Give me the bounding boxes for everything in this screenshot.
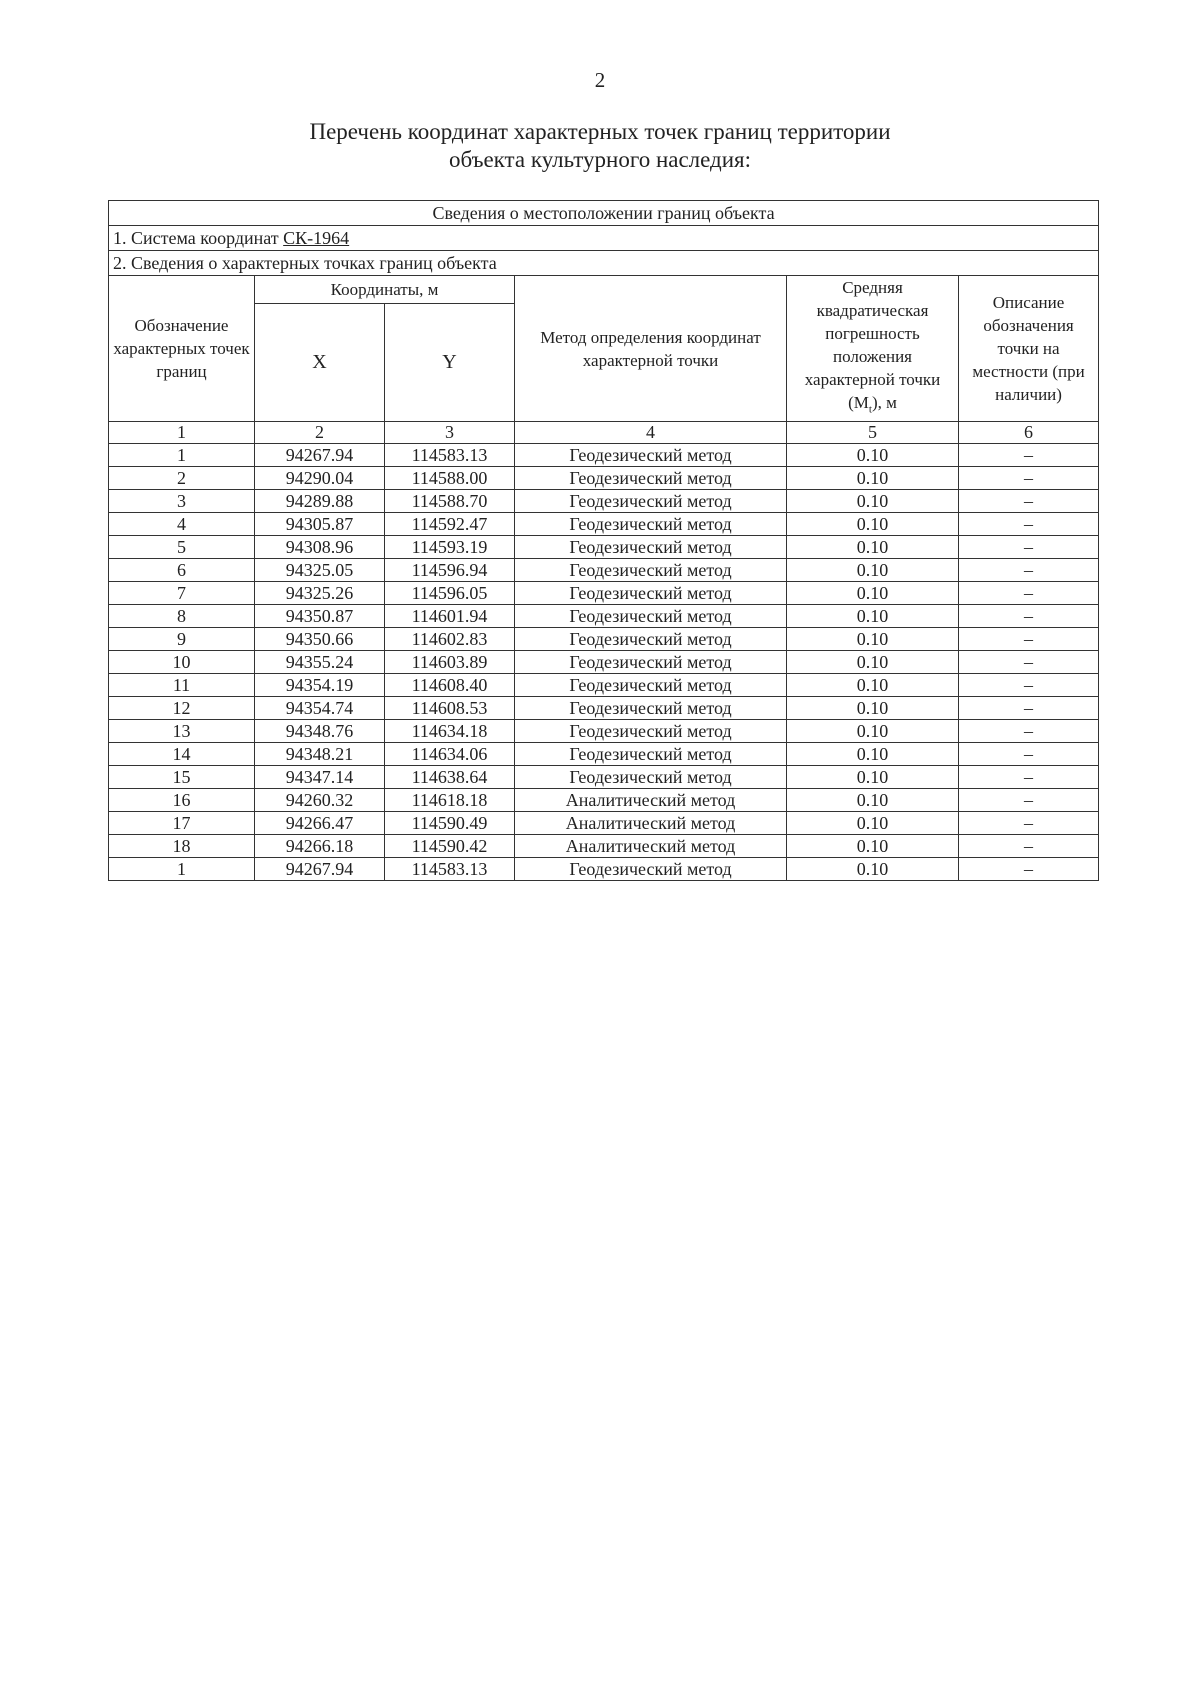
y-cell: 114618.18 [385, 789, 515, 812]
col-header-point: Обозначение характерных точек границ [109, 276, 255, 422]
column-header-row-1 [109, 276, 1099, 304]
column-number: 1 [109, 422, 255, 444]
method-cell: Аналитический метод [515, 812, 787, 835]
title-line-2: объекта культурного наследия: [448, 147, 752, 172]
section-header-row [109, 201, 1099, 226]
error-header-main: Средняя квадратическая погрешность положения характерной точки (M [804, 278, 941, 412]
table-row [109, 651, 1099, 674]
method-cell: Геодезический метод [515, 513, 787, 536]
error-cell: 0.10 [787, 651, 959, 674]
error-cell: 0.10 [787, 697, 959, 720]
description-cell: – [959, 559, 1099, 582]
method-cell: Геодезический метод [515, 582, 787, 605]
point-cell: 11 [109, 674, 255, 697]
points-header: 2. Сведения о характерных точках границ объекта [109, 251, 1099, 276]
coordinates-table [108, 200, 1099, 881]
y-cell: 114583.13 [385, 858, 515, 881]
error-cell: 0.10 [787, 467, 959, 490]
table-row [109, 858, 1099, 881]
x-cell: 94350.87 [255, 605, 385, 628]
point-cell: 4 [109, 513, 255, 536]
description-cell: – [959, 674, 1099, 697]
col-header-error [787, 276, 959, 422]
error-cell: 0.10 [787, 812, 959, 835]
point-cell: 12 [109, 697, 255, 720]
x-cell: 94325.26 [255, 582, 385, 605]
description-cell: – [959, 835, 1099, 858]
y-cell: 114638.64 [385, 766, 515, 789]
description-cell: – [959, 858, 1099, 881]
y-cell: 114590.42 [385, 835, 515, 858]
coord-system-row [109, 226, 1099, 251]
table-row [109, 490, 1099, 513]
coordinates-table-wrapper [108, 200, 1098, 881]
x-cell: 94267.94 [255, 858, 385, 881]
page-number: 2 [594, 68, 606, 92]
x-cell: 94350.66 [255, 628, 385, 651]
error-cell: 0.10 [787, 628, 959, 651]
error-cell: 0.10 [787, 490, 959, 513]
description-cell: – [959, 697, 1099, 720]
table-row [109, 559, 1099, 582]
point-cell: 18 [109, 835, 255, 858]
error-cell: 0.10 [787, 789, 959, 812]
table-row [109, 720, 1099, 743]
error-cell: 0.10 [787, 536, 959, 559]
point-cell: 9 [109, 628, 255, 651]
table-row [109, 444, 1099, 467]
x-cell: 94289.88 [255, 490, 385, 513]
col-header-y: Y [385, 303, 515, 422]
method-cell: Геодезический метод [515, 651, 787, 674]
method-cell: Геодезический метод [515, 697, 787, 720]
error-cell: 0.10 [787, 835, 959, 858]
error-cell: 0.10 [787, 743, 959, 766]
description-cell: – [959, 766, 1099, 789]
point-cell: 8 [109, 605, 255, 628]
error-cell: 0.10 [787, 513, 959, 536]
point-cell: 10 [109, 651, 255, 674]
method-cell: Геодезический метод [515, 628, 787, 651]
point-cell: 3 [109, 490, 255, 513]
x-cell: 94325.05 [255, 559, 385, 582]
y-cell: 114588.70 [385, 490, 515, 513]
description-cell: – [959, 651, 1099, 674]
table-row [109, 766, 1099, 789]
method-cell: Геодезический метод [515, 490, 787, 513]
title-line-1: Перечень координат характерных точек границ территории [309, 119, 891, 144]
method-cell: Геодезический метод [515, 605, 787, 628]
col-header-x: X [255, 303, 385, 422]
description-cell: – [959, 628, 1099, 651]
x-cell: 94354.19 [255, 674, 385, 697]
x-cell: 94354.74 [255, 697, 385, 720]
table-row [109, 789, 1099, 812]
point-cell: 1 [109, 858, 255, 881]
method-cell: Геодезический метод [515, 559, 787, 582]
method-cell: Геодезический метод [515, 720, 787, 743]
table-row [109, 582, 1099, 605]
x-cell: 94348.21 [255, 743, 385, 766]
method-cell: Аналитический метод [515, 835, 787, 858]
error-cell: 0.10 [787, 559, 959, 582]
table-row [109, 835, 1099, 858]
method-cell: Геодезический метод [515, 467, 787, 490]
description-cell: – [959, 513, 1099, 536]
point-cell: 17 [109, 812, 255, 835]
column-number: 2 [255, 422, 385, 444]
y-cell: 114596.94 [385, 559, 515, 582]
x-cell: 94305.87 [255, 513, 385, 536]
column-number: 3 [385, 422, 515, 444]
table-row [109, 513, 1099, 536]
method-cell: Геодезический метод [515, 743, 787, 766]
coord-system-prefix: 1. Система координат [113, 228, 284, 248]
y-cell: 114603.89 [385, 651, 515, 674]
x-cell: 94347.14 [255, 766, 385, 789]
y-cell: 114583.13 [385, 444, 515, 467]
description-cell: – [959, 444, 1099, 467]
y-cell: 114588.00 [385, 467, 515, 490]
x-cell: 94348.76 [255, 720, 385, 743]
error-cell: 0.10 [787, 858, 959, 881]
error-header-tail: ), м [871, 393, 897, 412]
description-cell: – [959, 536, 1099, 559]
table-row [109, 697, 1099, 720]
column-numbers-row [109, 422, 1099, 444]
description-cell: – [959, 467, 1099, 490]
description-cell: – [959, 605, 1099, 628]
point-cell: 15 [109, 766, 255, 789]
y-cell: 114602.83 [385, 628, 515, 651]
table-row [109, 605, 1099, 628]
document-title [0, 118, 1200, 174]
description-cell: – [959, 490, 1099, 513]
y-cell: 114634.06 [385, 743, 515, 766]
y-cell: 114590.49 [385, 812, 515, 835]
column-number: 4 [515, 422, 787, 444]
method-cell: Геодезический метод [515, 536, 787, 559]
x-cell: 94260.32 [255, 789, 385, 812]
y-cell: 114596.05 [385, 582, 515, 605]
description-cell: – [959, 812, 1099, 835]
table-row [109, 628, 1099, 651]
method-cell: Геодезический метод [515, 674, 787, 697]
y-cell: 114592.47 [385, 513, 515, 536]
description-cell: – [959, 582, 1099, 605]
x-cell: 94355.24 [255, 651, 385, 674]
method-cell: Геодезический метод [515, 444, 787, 467]
coord-system-cell [109, 226, 1099, 251]
y-cell: 114608.40 [385, 674, 515, 697]
column-number: 5 [787, 422, 959, 444]
error-header-sub: t [868, 403, 872, 416]
y-cell: 114601.94 [385, 605, 515, 628]
col-header-method: Метод определения координат характерной точки [515, 276, 787, 422]
point-cell: 5 [109, 536, 255, 559]
x-cell: 94266.18 [255, 835, 385, 858]
error-cell: 0.10 [787, 766, 959, 789]
x-cell: 94267.94 [255, 444, 385, 467]
method-cell: Аналитический метод [515, 789, 787, 812]
table-row [109, 536, 1099, 559]
method-cell: Геодезический метод [515, 858, 787, 881]
col-header-coords: Координаты, м [255, 276, 515, 304]
table-row [109, 674, 1099, 697]
point-cell: 16 [109, 789, 255, 812]
table-row [109, 467, 1099, 490]
description-cell: – [959, 743, 1099, 766]
point-cell: 6 [109, 559, 255, 582]
y-cell: 114608.53 [385, 697, 515, 720]
y-cell: 114593.19 [385, 536, 515, 559]
point-cell: 13 [109, 720, 255, 743]
point-cell: 2 [109, 467, 255, 490]
point-cell: 14 [109, 743, 255, 766]
section-header: Сведения о местоположении границ объекта [109, 201, 1099, 226]
error-cell: 0.10 [787, 720, 959, 743]
column-number: 6 [959, 422, 1099, 444]
error-cell: 0.10 [787, 444, 959, 467]
x-cell: 94266.47 [255, 812, 385, 835]
point-cell: 7 [109, 582, 255, 605]
error-cell: 0.10 [787, 674, 959, 697]
x-cell: 94308.96 [255, 536, 385, 559]
table-row [109, 743, 1099, 766]
error-cell: 0.10 [787, 582, 959, 605]
col-header-description: Описание обозначения точки на местности (при наличии) [959, 276, 1099, 422]
points-header-row [109, 251, 1099, 276]
table-body [109, 444, 1099, 881]
error-cell: 0.10 [787, 605, 959, 628]
coord-system-name: СК-1964 [283, 228, 350, 248]
method-cell: Геодезический метод [515, 766, 787, 789]
point-cell: 1 [109, 444, 255, 467]
description-cell: – [959, 789, 1099, 812]
table-row [109, 812, 1099, 835]
description-cell: – [959, 720, 1099, 743]
x-cell: 94290.04 [255, 467, 385, 490]
y-cell: 114634.18 [385, 720, 515, 743]
